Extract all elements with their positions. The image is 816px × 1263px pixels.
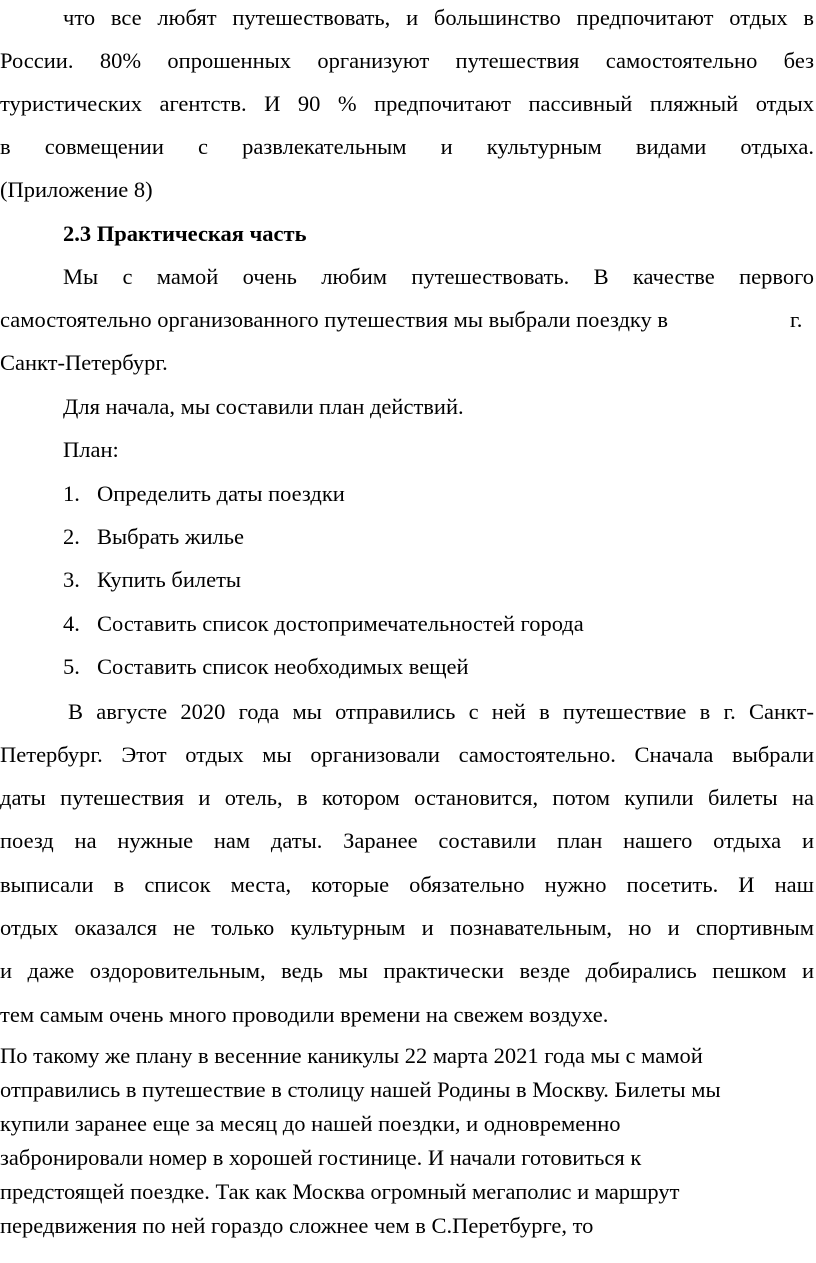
para3-line-6: передвижения по ней гораздо сложнее чем в С.Перетбурге, то [0, 1213, 594, 1238]
plan-item-text: Составить список достопримечательностей города [97, 611, 584, 636]
para1-line-2: самостоятельно организованного путешествия мы выбрали поездку в [0, 307, 669, 332]
intro-line-4: в совмещении с развлекательным и культурным видами отдыха. [0, 134, 814, 159]
plan-item-number: 3. [63, 567, 80, 592]
para2-line-7: и даже оздоровительным, ведь мы практически везде добирались пешком и [0, 958, 814, 983]
plan-item-text: Определить даты поездки [97, 481, 345, 506]
para2-line-5: выписали в список места, которые обязательно нужно посетить. И наш [0, 872, 814, 897]
para2-line-1: В августе 2020 года мы отправились с ней в путешествие в г. Санкт- [68, 699, 814, 724]
plan-item-number: 1. [63, 481, 80, 506]
para3-line-4: забронировали номер в хорошей гостинице. И начали готовиться к [0, 1145, 642, 1170]
section-heading: 2.3 Практическая часть [63, 221, 307, 246]
plan-item-text: Составить список необходимых вещей [97, 654, 469, 679]
intro-line-2: России. 80% опрошенных организуют путешествия самостоятельно без [0, 48, 814, 73]
plan-item-number: 5. [63, 654, 80, 679]
intro-line-1: что все любят путешествовать, и большинство предпочитают отдых в [63, 5, 814, 30]
para1-line-2-end: г. [790, 307, 803, 332]
para3-line-3: купили заранее еще за месяц до нашей поездки, и одновременно [0, 1111, 621, 1136]
para2-line-8: тем самым очень много проводили времени на свежем воздухе. [0, 1002, 609, 1027]
plan-item-number: 4. [63, 611, 80, 636]
intro-line-3: туристических агентств. И 90 % предпочитают пассивный пляжный отдых [0, 91, 814, 116]
plan-label: План: [63, 437, 119, 462]
para1-line-1: Мы с мамой очень любим путешествовать. В качестве первого [63, 264, 814, 289]
para2-line-4: поезд на нужные нам даты. Заранее составили план нашего отдыха и [0, 828, 814, 853]
plan-item-text: Купить билеты [97, 567, 242, 592]
para2-line-6: отдых оказался не только культурным и познавательным, но и спортивным [0, 915, 814, 940]
plan-intro: Для начала, мы составили план действий. [63, 394, 464, 419]
plan-item-text: Выбрать жилье [97, 524, 245, 549]
para3-line-5: предстоящей поездке. Так как Москва огромный мегаполис и маршрут [0, 1179, 680, 1204]
plan-item-number: 2. [63, 524, 80, 549]
intro-line-5: (Приложение 8) [0, 177, 153, 202]
para2-line-3: даты путешествия и отель, в котором остановится, потом купили билеты на [0, 785, 814, 810]
para2-line-2: Петербург. Этот отдых мы организовали самостоятельно. Сначала выбрали [0, 742, 814, 767]
para1-line-3: Санкт-Петербург. [0, 350, 168, 375]
para3-line-1: По такому же плану в весенние каникулы 22 марта 2021 года мы с мамой [0, 1043, 703, 1068]
para3-line-2: отправились в путешествие в столицу нашей Родины в Москву. Билеты мы [0, 1077, 721, 1102]
